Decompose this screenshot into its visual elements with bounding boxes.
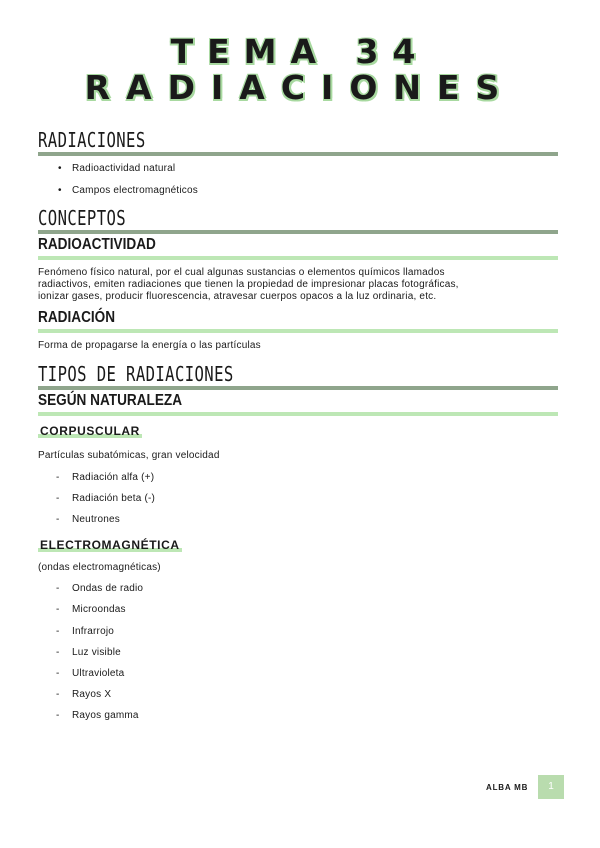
title-line-2: RADIACIONES xyxy=(84,68,516,107)
dash-marker: - xyxy=(56,472,60,483)
subheading-radiacion: RADIACIÓN xyxy=(38,309,116,326)
subheading-bar xyxy=(38,412,558,416)
heading-tipos: TIPOS DE RADIACIONES xyxy=(38,362,234,386)
bullet-marker: • xyxy=(58,185,62,196)
list-item: Radiación alfa (+) xyxy=(72,472,155,483)
subheading-radioactividad: RADIOACTIVIDAD xyxy=(38,236,156,253)
list-item: Neutrones xyxy=(72,514,120,525)
list-item: Rayos X xyxy=(72,689,112,700)
dash-marker: - xyxy=(56,604,60,615)
list-item: Microondas xyxy=(72,604,126,615)
title-line-1: TEMA 34 xyxy=(170,32,430,71)
list-item: Ultravioleta xyxy=(72,668,125,679)
paragraph-line: radiactivos, emiten radiaciones que tienen la propiedad de impresionar placas fotográficas, xyxy=(38,279,459,290)
dash-marker: - xyxy=(56,626,60,637)
bullet-marker: • xyxy=(58,163,62,174)
heading-bar xyxy=(38,230,558,234)
corpuscular-intro: Partículas subatómicas, gran velocidad xyxy=(38,450,220,461)
list-item: Infrarrojo xyxy=(72,626,115,637)
subheading-bar xyxy=(38,256,558,260)
paragraph-line: Fenómeno físico natural, por el cual algunas sustancias o elementos químicos llamados xyxy=(38,267,445,278)
paragraph-line: ionizar gases, producir fluorescencia, atravesar cuerpos opacos a la luz ordinaria, etc. xyxy=(38,291,437,302)
dash-marker: - xyxy=(56,493,60,504)
electromagnetica-intro: (ondas electromagnéticas) xyxy=(38,562,161,573)
subheading-bar xyxy=(38,329,558,333)
dash-marker: - xyxy=(56,583,60,594)
list-item: Ondas de radio xyxy=(72,583,144,594)
dash-marker: - xyxy=(56,514,60,525)
heading-corpuscular: CORPUSCULAR xyxy=(40,424,140,438)
list-item: Radioactividad natural xyxy=(72,163,176,174)
dash-marker: - xyxy=(56,689,60,700)
list-item: Rayos gamma xyxy=(72,710,139,721)
subheading-naturaleza: SEGÚN NATURALEZA xyxy=(38,392,183,409)
page-number: 1 xyxy=(538,775,564,799)
dash-marker: - xyxy=(56,647,60,658)
heading-radiaciones: RADIACIONES xyxy=(38,128,146,152)
dash-marker: - xyxy=(56,710,60,721)
heading-bar xyxy=(38,152,558,156)
heading-conceptos: CONCEPTOS xyxy=(38,206,127,230)
list-item: Radiación beta (-) xyxy=(72,493,156,504)
heading-bar xyxy=(38,386,558,390)
footer-author: ALBA MB xyxy=(486,783,529,792)
radiacion-definition: Forma de propagarse la energía o las partículas xyxy=(38,340,261,351)
list-item: Campos electromagnéticos xyxy=(72,185,198,196)
dash-marker: - xyxy=(56,668,60,679)
list-item: Luz visible xyxy=(72,647,121,658)
heading-electromagnetica: ELECTROMAGNÉTICA xyxy=(40,538,180,552)
